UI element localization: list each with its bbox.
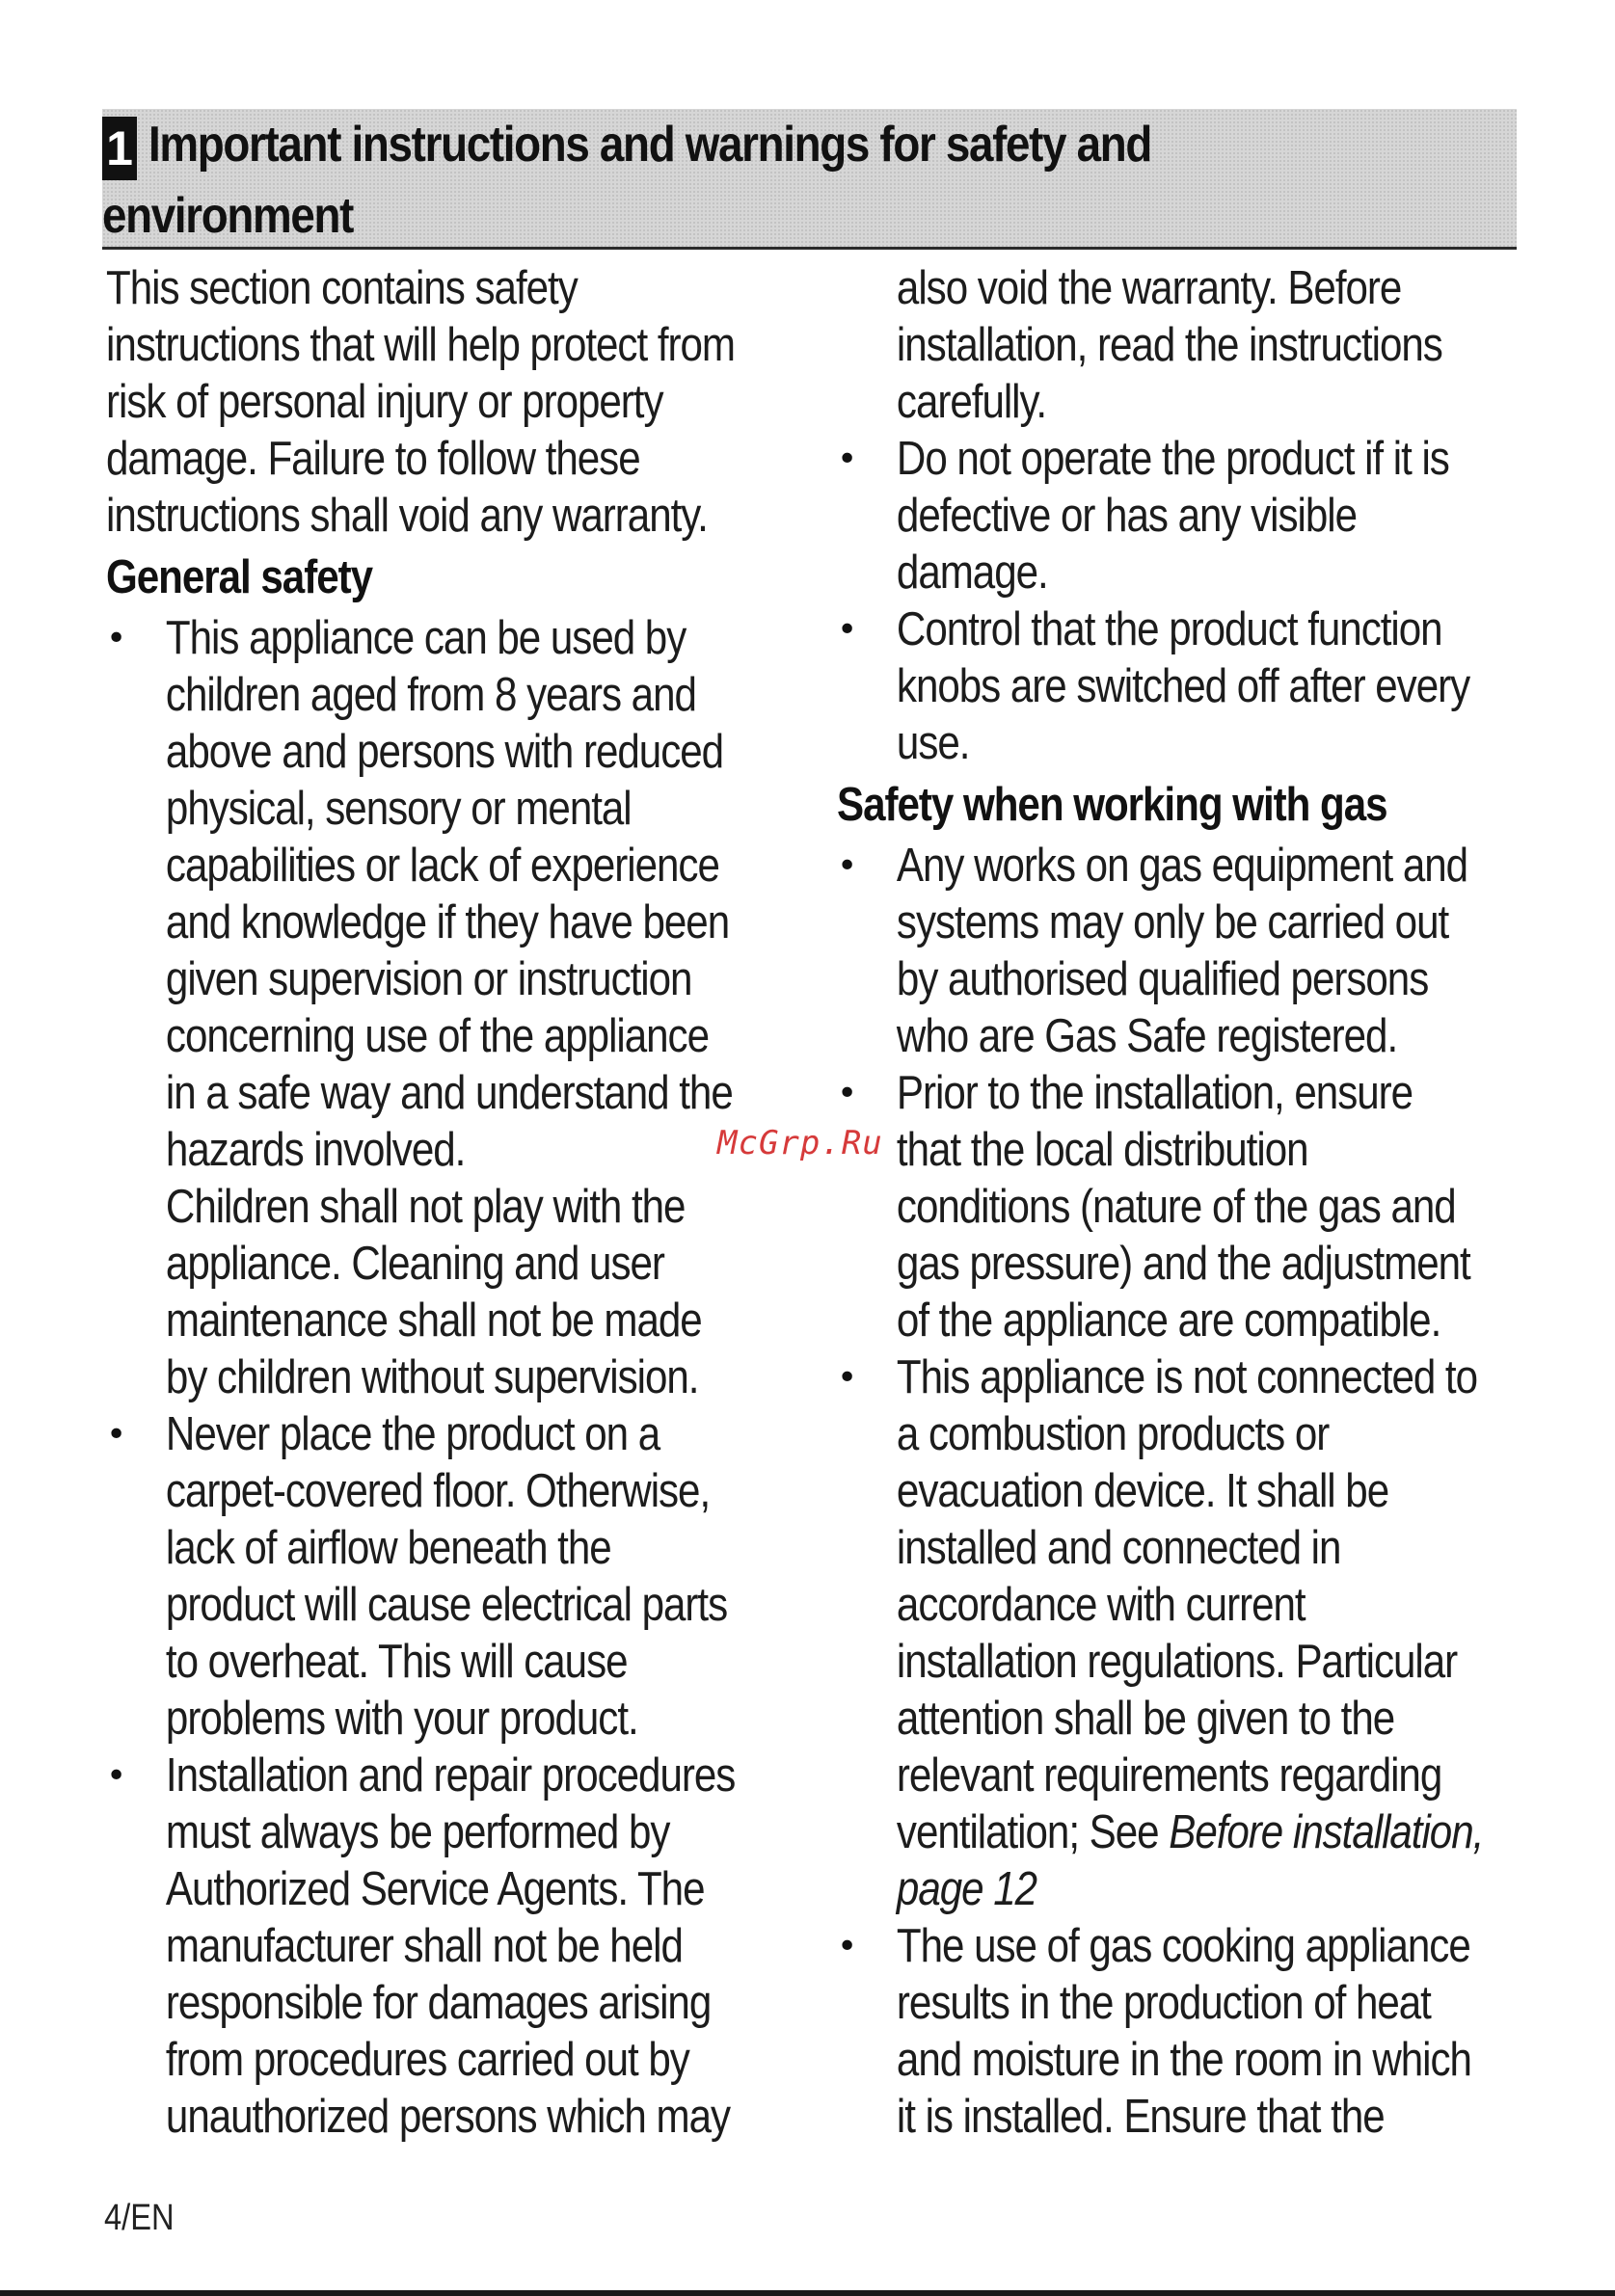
text-line: risk of personal injury or property — [106, 376, 663, 428]
bullet-icon: • — [837, 846, 858, 886]
bottom-divider — [0, 2290, 1615, 2296]
general-safety-heading: General safety — [106, 551, 373, 603]
text-line: physical, sensory or mental — [165, 783, 632, 835]
right-column — [837, 260, 1531, 2146]
bullet-icon: • — [106, 1415, 127, 1455]
text-line: a combustion products or — [896, 1408, 1330, 1460]
text-line: children aged from 8 years and — [165, 669, 696, 721]
text-line: must always be performed by — [165, 1806, 670, 1858]
list-item — [837, 431, 1531, 601]
list-item — [837, 1349, 1531, 1918]
text-line: accordance with current — [896, 1579, 1305, 1631]
text-line: from procedures carried out by — [165, 2034, 689, 2086]
text-line: lack of airflow beneath the — [165, 1522, 611, 1574]
bullet-icon: • — [837, 440, 858, 479]
text-line: knobs are switched off after every — [896, 660, 1470, 712]
text-line: conditions (nature of the gas and — [896, 1181, 1456, 1233]
text-line: Installation and repair procedures — [165, 1749, 736, 1802]
text-line: hazards involved. — [165, 1124, 466, 1176]
text-line: manufacturer shall not be held — [165, 1920, 683, 1972]
list-item — [837, 601, 1531, 772]
text-line: carefully. — [896, 376, 1047, 428]
text-line: capabilities or lack of experience — [165, 840, 719, 892]
list-item — [106, 1748, 781, 2146]
text-line: and moisture in the room in which — [896, 2034, 1471, 2086]
text-line: Children shall not play with the — [165, 1181, 686, 1233]
text-line: evacuation device. It shall be — [896, 1465, 1389, 1517]
cross-reference-page[interactable]: page 12 — [896, 1863, 1037, 1915]
text-line: This appliance is not connected to — [896, 1351, 1478, 1403]
bullet-icon: • — [106, 1756, 127, 1796]
list-item — [106, 1406, 781, 1748]
text-line: Prior to the installation, ensure — [896, 1067, 1413, 1119]
bullet-icon: • — [837, 610, 858, 650]
text-line: The use of gas cooking appliance — [896, 1920, 1470, 1972]
text-line: Any works on gas equipment and — [896, 840, 1468, 892]
text-line: also void the warranty. Before — [896, 262, 1402, 314]
text-line: damage. Failure to follow these — [106, 433, 640, 485]
text-line: Authorized Service Agents. The — [165, 1863, 705, 1915]
section-number: 1 — [102, 117, 137, 180]
text-line: gas pressure) and the adjustment — [896, 1238, 1470, 1290]
text-line: installation regulations. Particular — [896, 1636, 1458, 1688]
bullet-icon: • — [106, 619, 127, 658]
text-line: This appliance can be used by — [165, 612, 686, 664]
bullet-icon: • — [837, 1927, 858, 1966]
section-heading — [102, 109, 1517, 250]
text-line — [837, 1804, 1484, 1861]
text-line: damage. — [896, 547, 1048, 599]
text-line: unauthorized persons which may — [165, 2091, 731, 2143]
text-line: by authorised qualified persons — [896, 953, 1429, 1005]
list-item — [837, 838, 1531, 1065]
text-line: instructions that will help protect from — [106, 319, 735, 371]
text-line: use. — [896, 717, 970, 769]
text-line: and knowledge if they have been — [165, 896, 730, 948]
continued-paragraph — [837, 260, 1531, 431]
text-line: given supervision or instruction — [165, 953, 692, 1005]
text-line: Control that the product function — [896, 603, 1442, 655]
text-line: product will cause electrical parts — [165, 1579, 728, 1631]
text-line: defective or has any visible — [896, 490, 1357, 542]
list-item — [837, 1918, 1531, 2146]
text-line: systems may only be carried out — [896, 896, 1449, 948]
bullet-icon: • — [837, 1074, 858, 1113]
page-number: 4/EN — [104, 2198, 175, 2238]
list-item — [106, 610, 781, 1406]
text-line: appliance. Cleaning and user — [165, 1238, 664, 1290]
list-item — [837, 1065, 1531, 1349]
cross-reference-link[interactable]: Before installation, — [1169, 1806, 1484, 1858]
text-line: attention shall be given to the — [896, 1693, 1395, 1745]
text-line: results in the production of heat — [896, 1977, 1431, 2029]
text-line: responsible for damages arising — [165, 1977, 712, 2029]
text-line: problems with your product. — [165, 1693, 638, 1745]
text-line: carpet-covered floor. Otherwise, — [165, 1465, 711, 1517]
text-line: This section contains safety — [106, 262, 578, 314]
text-line: who are Gas Safe registered. — [896, 1010, 1398, 1062]
text-line: above and persons with reduced — [165, 726, 724, 778]
text-line: in a safe way and understand the — [165, 1067, 733, 1119]
gas-safety-heading: Safety when working with gas — [837, 779, 1387, 831]
bullet-icon: • — [837, 1358, 858, 1398]
text-line: of the appliance are compatible. — [896, 1295, 1441, 1347]
text-line: to overheat. This will cause — [165, 1636, 628, 1688]
text-line: relevant requirements regarding — [896, 1749, 1442, 1802]
intro-paragraph — [106, 260, 781, 545]
text-line: Do not operate the product if it is — [896, 433, 1449, 485]
text-line: it is installed. Ensure that the — [896, 2091, 1385, 2143]
text-line: installation, read the instructions — [896, 319, 1442, 371]
left-column — [106, 260, 781, 2146]
watermark: McGrp.Ru — [717, 1124, 883, 1162]
text-line: that the local distribution — [896, 1124, 1308, 1176]
text-line: instructions shall void any warranty. — [106, 490, 708, 542]
text-line: by children without supervision. — [165, 1351, 699, 1403]
text-line: maintenance shall not be made — [165, 1295, 702, 1347]
text-line: Never place the product on a — [165, 1408, 660, 1460]
section-title-line2: environment — [102, 188, 354, 244]
text-line: installed and connected in — [896, 1522, 1341, 1574]
text-fragment: ventilation; See — [896, 1806, 1170, 1858]
section-title-line1: Important instructions and warnings for safety and — [148, 117, 1151, 173]
text-line: concerning use of the appliance — [165, 1010, 709, 1062]
